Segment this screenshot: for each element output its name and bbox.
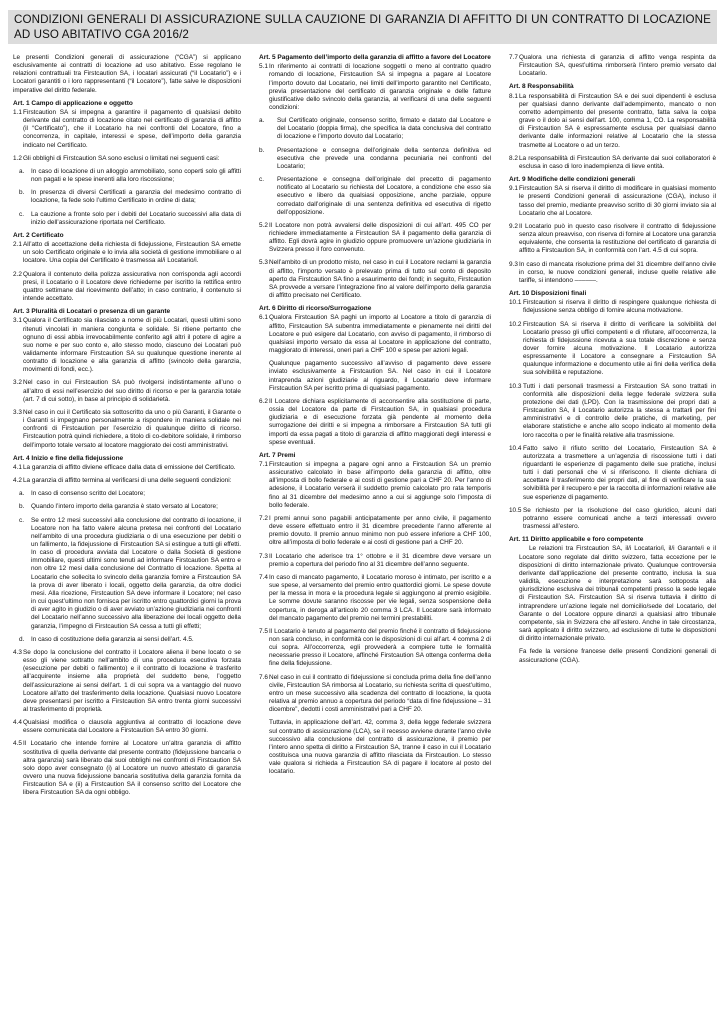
clause-7-6-continued: Tuttavia, in applicazione dell’art. 42, comma 3, della legge federale svizzera sul contratto di assicurazione (LCA), se il recesso avviene durante l’anno civile successivo alla conclusione del contratto di assicurazione, il premio per l’intero anno spetta di diritto a Firstcaution SA, tranne il caso in cui il Locatario costituisca una nuova garanzia di affitto rilasciata da Firstcaution. Lo stesso vale qualora si richieda a Firstcaution SA di pagare il locatore al posto del locatario. xyxy=(269,719,491,776)
clause-4-4: 4.4 Qualsiasi modifica o clausola aggiuntiva al contratto di locazione deve essere comunicata dal Locatore a Firstcaution SA entro 30 giorni. xyxy=(13,719,241,735)
article-3-heading: Art. 3 Pluralità di Locatari o presenza di un garante xyxy=(13,308,171,316)
clause-7-7: 7.7 Qualora una richiesta di garanzia di affitto venga respinta da Firstcaution SA, quest’ultima rimborserà l’intero premio versato dal Locatario. xyxy=(509,54,716,78)
clause-9-1: 9.1 Firstcaution SA si riserva il diritto di modificare in qualsiasi momento le presenti Condizioni generali di assicurazione (CGA), incluso il tasso del premio, mediante preavviso scritto di 30 giorni inviato sia al Locatario che al Locatore. xyxy=(509,185,716,217)
article-5-heading: Art. 5 Pagamento dell’importo della garanzia di affitto a favore del Locatore xyxy=(259,54,491,61)
clause-4-2-d: d. In caso di costituzione della garanzia ai sensi dell’art. 4.5. xyxy=(19,635,194,643)
article-6-heading: Art. 6 Diritto di ricorso/Surrogazione xyxy=(259,305,372,313)
clause-3-3: 3.3 Nel caso in cui il Certificato sia sottoscritto da uno o più Garanti, il Garante o i Garanti si impegnano personalmente a rispondere in maniera solidale nei confronti di Firstcaution per l’esercizio di qualunque diritto di ricorso. Firstcaution potrà quindi richiedere, a titolo di co-debitore solidale, il rimborso dell’importo totale versato al locatore maggiorato dei costi amministrativi. xyxy=(13,408,241,449)
clause-6-2: 6.2 Il Locatore dichiara esplicitamente di acconsentire alla sostituzione di parte, ossia del Locatore da parte di Firstcaution SA, in qualsiasi procedura giudiziaria e di esecuzione forzata già pendente al momento della surrogazione dei diritti e si impegna a rimborsare a Firstcaution SA tutti gli importi da essa pagati a titolo di garanzia di affitto maggiorati degli interessi e spese eventuali. xyxy=(259,397,491,446)
clause-6-1-continued: Qualunque pagamento successivo all’avviso di pagamento deve essere inviato esclusivamente a Firstcaution SA. Nel caso in cui il Locatore intraprenda azioni giudiziarie al riguardo, il Locatario deve informare Firstcaution SA per iscritto prima di qualsiasi pagamento. xyxy=(269,360,491,392)
article-7-heading: Art. 7 Premi xyxy=(259,451,296,459)
clause-9-2: 9.2 Il Locatario può in questo caso risolvere il contratto di fidejussione senza alcun preavviso, con riserva di fornire al Locatore una garanzia equivalente, che consenta la restituzione del certificato di garanzia di affitto a Firstcaution SA, in conformità con l’art. 4.5 di cui sopra. xyxy=(509,222,716,255)
clause-5-1-b: b. Presentazione e consegna dell’originale della sentenza definitiva ed esecutiva che prevede una condanna pecuniaria nei confronti del Locatario; xyxy=(259,146,491,170)
clause-1-2-c: c. La cauzione a fronte solo per i debiti del Locatario successivi alla data di inizio dell’assicurazione riportata nel Certificato. xyxy=(19,210,241,226)
clause-11-text: Le relazioni tra Firstcaution SA, il/i Locatario/i, il/i Garante/i e il Locatore sono regolate dal diritto svizzero, fatta eccezione per le disposizioni di diritto internazionale privato. Qualunque controversia derivante dall’applicazione del presente contratto, inclusa la sua validità, esecuzione e interpretazione sarà sottoposta alla giurisdizione esclusiva dei tribunali competenti presso la sede legale di Firstcaution SA. Firstcaution SA si riserva tuttavia il diritto di intraprendere un’azione legale nel domicilio/sede del Locatario, del Garante o del Locatore oppure dinanzi a qualsiasi altro tribunale competente, sia in Svizzera che all’estero. Anche in tale circostanza, sarà applicato il diritto svizzero, ad esclusione di tutte le disposizioni di diritto internazionale privato. xyxy=(519,545,716,643)
article-9-heading: Art. 9 Modifiche delle condizioni generali xyxy=(509,176,636,184)
clause-3-2: 3.2 Nel caso in cui Firstcaution SA può rivolgersi indistintamente all’uno o all’altro di essi nell’esercizio del suo diritto di ricorso e per la garanzia totale (art. 7 di cui sotto), in base al principio di solidarietà. xyxy=(13,379,241,403)
clause-7-2: 7.2 I premi annui sono pagabili anticipatamente per anno civile, il pagamento deve essere effettuato entro il 31 dicembre precedente l’anno afferente al premio dovuto. Il premio annuo minimo non può essere inferiore a CHF 100, oltre all’imposta di bollo federale e ai costi di gestione pari a CHF 20. xyxy=(259,514,491,547)
intro-paragraph: Le presenti Condizioni generali di assicurazione (“CGA”) si applicano esclusivamente ai contratti di locazione ad uso abitativo. Esse regolano le relazioni contrattuali tra Firstcaution SA, i locatari assicurati (“il Locatario”) e i Locatori garantiti o i loro rappresentanti (“il Locatore”), fatte salve le disposizioni imperative del diritto federale. xyxy=(13,54,241,94)
clause-6-1: 6.1 Qualora Firstcaution SA paghi un importo al Locatore a titolo di garanzia di affitto, Firstcaution SA subentra immediatamente e pienamente nei diritti del Locatore e può esigere dal Locatario, con avviso di pagamento, il rimborso di qualsiasi importo versato da essa al Locatore in applicazione del contratto, maggiorato di interessi, oneri pari a CHF 100 e spese per azioni legali. xyxy=(259,314,491,355)
document-title: CONDIZIONI GENERALI DI ASSICURAZIONE SULLA CAUZIONE DI GARANZIA DI AFFITTO DI UN CONTRATTO DI LOCAZIONE AD USO ABITATIVO CGA 2016/2 xyxy=(14,13,711,41)
clause-2-1: 2.1 All’atto di accettazione della richiesta di fidejussione, Firstcaution SA emette un solo Certificato originale e lo invia alla società di gestione immobiliare o al locatore. Una copia del Certificato è trasmessa al/i Locatario/i. xyxy=(13,241,241,265)
clause-5-1-c: c. Presentazione e consegna dell’originale del precetto di pagamento notificato al Locatario su richiesta del Locatore, a condizione che esso sia esecutivo e libero da qualsiasi opposizione, anche parziale, oppure corredato dall’originale di una sentenza definitiva ed esecutiva di rigetto dell’opposizione. xyxy=(259,176,491,216)
article-8-heading: Art. 8 Responsabilità xyxy=(509,83,574,91)
clause-7-3: 7.3 Il Locatario che aderisce tra 1° ottobre e il 31 dicembre deve versare un premio a copertura del periodo fino al 31 dicembre dell’anno seguente. xyxy=(259,552,491,568)
clause-8-1: 8.1 La responsabilità di Firstcaution SA e dei suoi dipendenti è esclusa per qualsiasi danno derivante dall’adempimento, mancato o non corretto adempimento del presente contratto, fatta salva la colpa grave o il dolo ai sensi dell’art. 100, comma 1, CO. La responsabilità di Firstcaution SA è espressamente esclusa per qualsiasi danno derivante dalle informazioni relative al Locatario che la stessa trasmette al Locatore o ad un terzo. xyxy=(509,92,716,149)
clause-10-2: 10.2 Firstcaution SA si riserva il diritto di verificare la solvibilità del Locatario presso gli uffici competenti e di rifiutare, all’occorrenza, la richiesta di fidejussione ricevuta a sua totale discrezione e senza dover fornire alcuna motivazione. Il Locatario autorizza espressamente il Locatore a consegnare a Firstcaution SA qualunque informazione e documento utile ai fini della verifica della sua solvibilità e reputazione. xyxy=(509,320,716,377)
article-4-heading: Art. 4 Inizio e fine della fidejussione xyxy=(13,454,124,462)
footer-note: Fa fede la versione francese delle presenti Condizioni generali di assicurazione (CGA). xyxy=(519,648,716,664)
clause-4-1: 4.1 La garanzia di affitto diviene efficace dalla data di emissione del Certificato. xyxy=(13,463,236,471)
article-10-heading: Art. 10 Disposizioni finali xyxy=(509,290,587,297)
clause-1-2: 1.2 Gli obblighi di Firstcaution SA sono esclusi o limitati nei seguenti casi: xyxy=(13,154,220,162)
clause-4-5: 4.5 Il Locatario che intende fornire al Locatore un’altra garanzia di affitto sostitutiva di quella derivante dal presente contratto (fidejussione bancaria o altra garanzia) sarà liberato dai suoi obblighi nei confronti di Firstcaution SA solo dopo aver consegnato (i) al Locatore un nuovo attestato di garanzia ovvero una nuova fidejussione bancaria sostitutiva della garanzia fornita da Firstcaution SA e (ii) a Firstcaution SA il consenso scritto del Locatore che libera Firstcaution SA da ogni obbligo. xyxy=(13,740,241,797)
clause-10-4: 10.4 Fatto salvo il rifiuto scritto del Locatario, Firstcaution SA è autorizzata a trasmettere a un’agenzia di riscossione tutti i dati riguardanti le esperienze di pagamento delle sue pratiche, inclusi tutti i dati personali che vi si riferiscono. Il cliente dichiara di accettare il trasferimento dei propri dati, al fine di verificare la sua solvibilità per il recupero e per la raccolta di informazioni relative alle sue esperienze di pagamento. xyxy=(509,444,716,501)
clause-3-1: 3.1 Qualora il Certificato sia rilasciato a nome di più Locatari, questi ultimi sono ritenuti vincolati in maniera congiunta e solidale. Si ritiene pertanto che ognuno di essi abbia irrevocabilmente conferito agli altri il potere di agire a suo nome e per suo conto e, allo stesso modo, ciascuno dei Locatari può validamente informare Firstcaution SA su qualunque questione inerente al contratto di locazione e alla garanzia di affitto (svincolo della garanzia, movimenti di fondi, ecc.). xyxy=(13,317,241,374)
clause-2-2: 2.2 Qualora il contenuto della polizza assicurativa non corrisponda agli accordi presi, il Locatario o il Locatore deve richiederne per iscritto la rettifica entro quattro settimane dal ricevimento dell’atto; in caso contrario, il contenuto si intende accettato. xyxy=(13,270,241,302)
clause-10-5: 10.5 Se richiesto per la risoluzione del caso giuridico, alcuni dati potranno essere comunicati anche a terzi interessati ovvero trasmessi all’estero. xyxy=(509,506,716,531)
clause-10-1: 10.1 Firstcaution si riserva il diritto di respingere qualunque richiesta di fidejussione senza obbligo di fornire alcuna motivazione. xyxy=(509,299,716,315)
clause-4-2-a: a. In caso di consenso scritto del Locatore; xyxy=(19,490,146,498)
clause-5-3: 5.3 Nell’ambito di un prodotto misto, nel caso in cui il Locatore reclami la garanzia di affitto, l’importo versato è prelevato prima di tutto sul conto di deposito aperto da Firstcaution SA fino a esaurimento dei fondi; in seguito, Firstcaution SA provvede a versare l’integrazione fino al valore dell’importo della garanzia di affitto precisato nel Certificato. xyxy=(259,259,491,300)
clause-8-2: 8.2 La responsabilità di Firstcaution SA derivante dai suoi collaboratori è esclusa in caso di loro inadempienza di lieve entità. xyxy=(509,154,716,170)
clause-4-3: 4.3 Se dopo la conclusione del contratto il Locatore aliena il bene locato o se esso gli viene sottratto nell’ambito di una procedura esecutiva forzata (esecuzione per debiti o fallimento) e il contratto di locazione è trasferito all’acquirente insieme alla proprietà del suddetto bene, l’oggetto dell’assicurazione ai sensi dell’art. 1 di cui sopra va a vantaggio del nuovo Locatore all’atto del trasferimento della locazione. Qualsiasi nuovo Locatore deve presentarsi per iscritto a Firstcaution SA entro trenta giorni successivi al trasferimento di proprietà. xyxy=(13,648,241,713)
clause-7-4: 7.4 In caso di mancato pagamento, il Locatario moroso è intimato, per iscritto e a sue spese, al versamento del premio entro quattordici giorni. Le spese dovute per la messa in mora e la procedura legale si aggiungono al premio esigibile. Le somme dovute saranno riscosse per vie legali, senza sospensione della copertura, in deroga all’articolo 20 comma 3 LCA. Il Locatore sarà informato del mancato pagamento del premio nei termini prestabiliti. xyxy=(259,573,491,622)
clause-4-2: 4.2 La garanzia di affitto termina al verificarsi di una delle seguenti condizioni: xyxy=(13,477,232,485)
article-1-heading: Art. 1 Campo di applicazione e oggetto xyxy=(13,99,133,107)
clause-5-2: 5.2 Il Locatore non potrà avvalersi delle disposizioni di cui all’art. 495 CO per richiedere immediatamente a Firstcaution SA il pagamento della garanzia di affitto. Egli dovrà agire in giudizio oppure promuovere un’azione giudiziaria in Svizzera presso il foro convenuto. xyxy=(259,221,491,254)
article-11-heading: Art. 11 Diritto applicabile e foro competente xyxy=(509,536,644,544)
clause-1-2-a: a. In caso di locazione di un alloggio ammobiliato, sono coperti solo gli affitti non pagati e le spese inerenti alla loro riscossione; xyxy=(19,167,241,184)
clause-number: 1.2 xyxy=(13,154,22,162)
clause-9-3: 9.3 In caso di mancata risoluzione prima del 31 dicembre dell’anno civile in corso, le nuove condizioni generali, incluse quelle relative alle tariffe, si intendono ––––––. xyxy=(509,260,716,284)
clause-5-1: 5.1 In riferimento ai contratti di locazione soggetti o meno al contratto quadro romando di locazione, Firstcaution SA si impegna a pagare al Locatore l’importo dovuto dal Locatario, nei limiti dell’importo garantito nel Certificato, previa presentazione del certificato di garanzia originale e delle fatture giustificative dello svincolo della garanzia, al verificarsi di una delle seguenti condizioni: xyxy=(259,63,491,111)
clause-1-1: 1.1 Firstcaution SA si impegna a garantire il pagamento di qualsiasi debito derivante dal contratto di locazione citato nel certificato di garanzia di affitto (il “Certificato”), che il Locatario ha nei confronti del Locatore, fino a concorrenza, in capitale, interessi e spese, dell’importo della garanzia indicato nel Certificato. xyxy=(13,108,241,149)
column-2 xyxy=(259,54,491,1014)
column-3 xyxy=(509,54,716,1014)
clause-number: 1.1 xyxy=(13,108,22,116)
clause-7-6: 7.6 Nel caso in cui il contratto di fidejussione si concluda prima della fine dell’anno civile, Firstcaution SA rimborsa al Locatario, su richiesta scritta di quest’ultimo, entro un mese successivo alla scadenza del contratto di locazione, la quota relativa al premio annuo a copertura del periodo “data di fine fidejussione – 31 dicembre”, dedotti i costi amministrativi pari a CHF 20. xyxy=(259,673,491,714)
clause-5-1-a: a. Sul Certificato originale, consenso scritto, firmato e datato dal Locatore e del Locatario (doppia firma), che specifica la data conclusiva del contratto di locazione e l’importo dovuto dal Locatario; xyxy=(259,117,491,141)
clause-4-2-c: c. Se entro 12 mesi successivi alla conclusione del contratto di locazione, il Locatore non ha fatto valere alcuna pretesa nei confronti del Locatario nell’ambito di una procedura giudiziaria o di una esecuzione per debiti o un fallimento, la fidejussione di Firstcaution SA si estingue a tutti gli effetti. In caso di procedura avviata dal Locatore o dalla Società di gestione immobiliare, questi ultimi sono tenuti ad informare Firstcaution SA entro e non oltre 12 mesi dalla conclusione del Contratto di locazione. Spetta al Locatario che sollecita lo svincolo della garanzia fornire a Firstcaution SA la prova di aver liberato i locali, oggetto della garanzia, da oltre dodici mesi. Alla ricezione, Firstcaution SA deve informare il Locatore; nel caso in cui quest’ultimo non fornisca per iscritto entro quattordici giorni la prova di aver agito in giudizio o di aver avviato un’azione giudiziaria nei confronti del Locatario nell’anno successivo alla liberazione dei locali oggetto della garanzia, l’impegno di Firstcaution SA cessa a tutti gli effetti; xyxy=(19,516,241,630)
clause-4-2-b: b. Quando l’intero importo della garanzia è stato versato al Locatore; xyxy=(19,503,218,511)
clause-1-2-b: b. In presenza di diversi Certificati a garanzia del medesimo contratto di locazione, fa fede solo l’ultimo Certificato in ordine di data; xyxy=(19,189,241,205)
article-2-heading: Art. 2 Certificato xyxy=(13,231,64,239)
title-banner xyxy=(8,10,717,44)
clause-7-5: 7.5 Il Locatario è tenuto al pagamento del premio finché il contratto di fidejussione non sarà concluso, in conformità con le disposizioni di cui all’art. 4 comma 2 di cui sopra. All’occorrenza, egli provvederà a compiere tutte le formalità necessarie presso il Locatore, affinché Firstcaution SA ottenga conferma della fine della fidejussione. xyxy=(259,627,491,668)
clause-7-1: 7.1 Firstcaution si impegna a pagare ogni anno a Firstcaution SA un premio assicurativo calcolato in base all’importo della garanzia di affitto, oltre all’imposta di bollo federale e ai costi di gestione pari a CHF 20. Per l’anno di adesione, il Locatario verserà il suddetto premio calcolato pro rata temporis fino al 31 dicembre del medesimo anno a cui si aggiunge solo l’imposta di bollo federale. xyxy=(259,461,491,509)
clause-10-3: 10.3 Tutti i dati personali trasmessi a Firstcaution SA sono trattati in conformità alle disposizioni della legge federale svizzera sulla protezione dei dati (LPD). Con la trasmissione dei propri dati a Firstcaution SA, il Locatario autorizza la stessa a trattarli per fini amministrativi e di controllo delle pratiche, di marketing, per elaborare statistiche e anche allo scopo indicato al momento della loro raccolta o per le finalità relative alla trasmissione. xyxy=(509,382,716,439)
column-1 xyxy=(13,54,241,1014)
